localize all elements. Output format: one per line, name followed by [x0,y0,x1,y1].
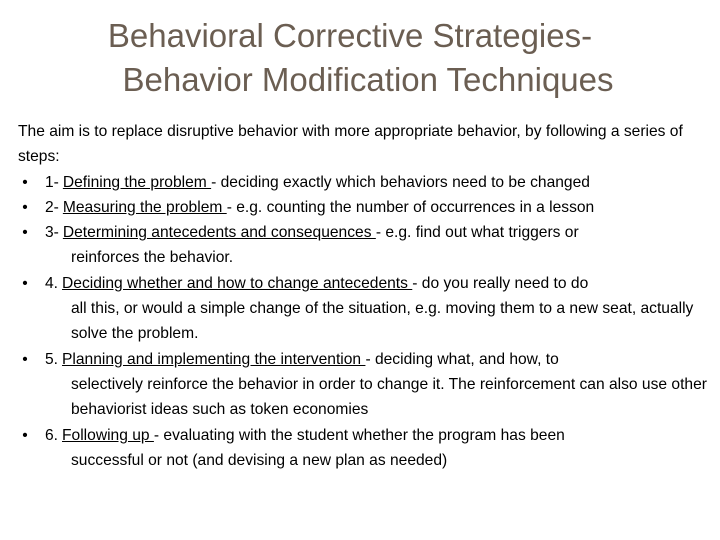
step-item-4 [18,271,712,347]
step-heading: Planning and implementing the intervention [62,350,366,368]
step-number: 5. [45,350,59,368]
steps-list [18,170,712,474]
step-text [45,271,712,347]
step-text [45,195,712,220]
step-description: - e.g. counting the number of occurrences in a lesson [226,198,595,216]
step-text [45,347,712,423]
step-description: - do you really need to do [412,274,589,292]
step-number: 3- [45,224,59,242]
slide-title [0,14,720,102]
step-item-1 [18,170,712,195]
bullet-icon: • [22,173,28,191]
step-description: - deciding exactly which behaviors need to be changed [211,173,590,191]
step-heading: Defining the problem [62,173,212,191]
title-line-1: Behavioral Corrective Strategies- [107,17,593,54]
step-heading: Measuring the problem [62,198,227,216]
bullet-icon: • [22,224,28,242]
step-item-3 [18,220,712,271]
step-continuation: selectively reinforce the behavior in order to change it. The reinforcement can also use other behaviorist ideas such as token economies [71,375,707,419]
step-number: 6. [45,426,59,444]
step-item-2 [18,195,712,220]
bullet-icon: • [22,198,28,216]
step-item-5 [18,347,712,423]
step-text [45,220,712,271]
step-number: 2- [45,198,59,216]
step-text [45,423,712,474]
intro-paragraph: The aim is to replace disruptive behavior with more appropriate behavior, by following a series of steps: [18,123,683,166]
step-number: 4. [45,274,59,292]
step-heading: Determining antecedents and consequences [62,224,376,242]
bullet-icon: • [22,274,28,292]
bullet-icon: • [22,426,28,444]
step-number: 1- [45,173,59,191]
slide-body [18,119,712,473]
step-description: - e.g. find out what triggers or [375,224,579,242]
step-text [45,170,712,195]
bullet-icon: • [22,350,28,368]
step-heading: Deciding whether and how to change antecedents [62,274,413,292]
step-continuation: all this, or would a simple change of the situation, e.g. moving them to a new seat, actually solve the problem. [71,300,694,343]
step-continuation: reinforces the behavior. [71,249,234,267]
title-line-2: Behavior Modification Techniques [122,61,614,98]
step-description: - deciding what, and how, to [365,350,559,368]
step-item-6 [18,423,712,474]
step-continuation: successful or not (and devising a new plan as needed) [71,451,448,469]
step-heading: Following up [62,426,154,444]
step-description: - evaluating with the student whether the program has been [153,426,565,444]
